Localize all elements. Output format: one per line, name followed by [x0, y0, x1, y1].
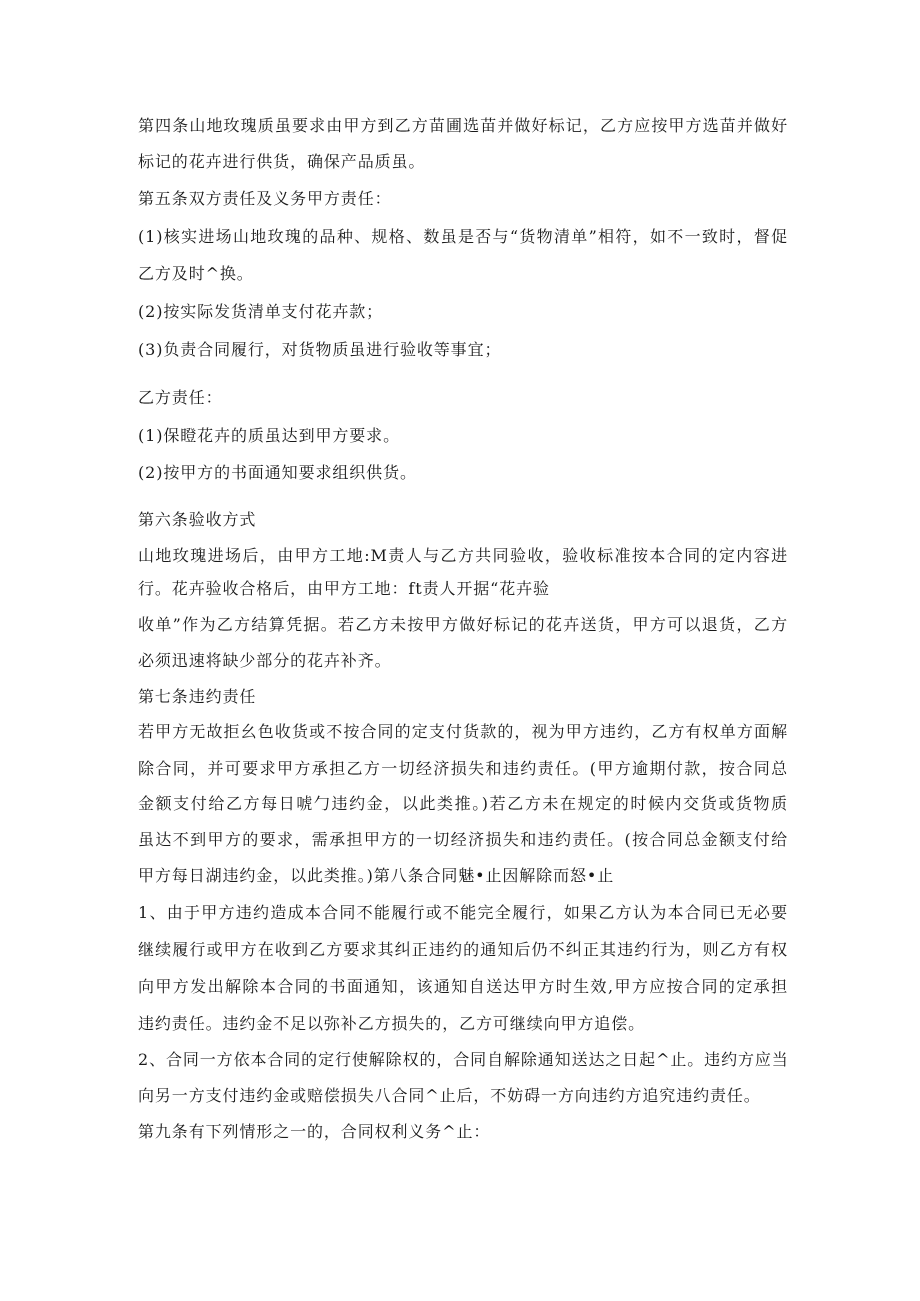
text-line: (1)核实进场山地玫瑰的品种、规格、数虽是否与“货物清单”相符，如不一致时，督促 — [138, 227, 788, 246]
text-line: 违约责任。违约金不足以弥补乙方损失的，乙方可继续向甲方追偿。 — [138, 1014, 646, 1033]
text-line: 向另一方支付违约金或赔偿损失八合同^止后，不妨碍一方向违约方追究违约责任。 — [138, 1086, 761, 1105]
text-line: 乙方责任： — [138, 388, 223, 407]
text-line: 必须迅速将缺少部分的花卉补齐。 — [138, 651, 392, 670]
text-line: 继续履行或甲方在收到乙方要求其纠正违约的通知后仍不纠正其违约行为，则乙方有权 — [138, 940, 788, 959]
text-line: 2、合同一方依本合同的定行使解除权的，合同自解除通知送达之日起^止。违约方应当 — [138, 1050, 789, 1069]
text-line: 向甲方发出解除本合同的书面通知，该通知自送达甲方时生效,甲方应按合同的定承担 — [138, 977, 788, 996]
text-line: 虽达不到甲方的要求，需承担甲方的一切经济损失和违约责任。(按合同总金额支付给 — [138, 830, 788, 849]
text-line: 若甲方无故拒幺色收货或不按合同的定支付货款的，视为甲方违约，乙方有权单方面解 — [138, 722, 788, 741]
text-line: 标记的花卉进行供货，确保产品质虽。 — [138, 152, 426, 171]
text-line: 收单”作为乙方结算凭据。若乙方未按甲方做好标记的花卉送货，甲方可以退货，乙方 — [138, 615, 788, 634]
text-line: (1)保瞪花卉的质虽达到甲方要求。 — [138, 426, 400, 445]
text-line: 山地玫瑰进场后，由甲方工地:M责人与乙方共同验收，验收标准按本合同的定内容进 — [138, 546, 788, 565]
text-line: 第五条双方责任及义务甲方责任： — [138, 189, 392, 208]
text-line: 甲方每日湖违约金，以此类推。)第八条合同魅•止因解除而怒•止 — [138, 866, 615, 885]
text-line: 除合同，并可要求甲方承担乙方一切经济损失和违约责任。(甲方逾期付款，按合同总 — [138, 759, 788, 778]
text-line: 乙方及时^换。 — [138, 264, 254, 283]
text-line: 第四条山地玫瑰质虽要求由甲方到乙方苗圃选苗并做好标记，乙方应按甲方选苗并做好 — [138, 116, 788, 135]
text-line: (2)按甲方的书面通知要求组织供货。 — [138, 463, 417, 482]
text-line: 第九条有下列情形之一的，合同权利义务^止： — [138, 1122, 491, 1141]
text-line: 1、由于甲方违约造成本合同不能履行或不能完全履行，如果乙方认为本合同已无必要 — [138, 903, 788, 922]
text-line: (2)按实际发货清单支付花卉款； — [138, 302, 384, 321]
text-line: (3)负责合同履行，对货物质虽进行验收等事宜； — [138, 340, 502, 359]
text-line: 行。花卉验收合格后，由甲方工地：ft责人开据“花卉验 — [138, 579, 550, 598]
text-line: 第六条验收方式 — [138, 510, 257, 529]
text-line: 第七条违约责任 — [138, 687, 257, 706]
text-line: 金额支付给乙方每日唬勹违约金，以此类推。)若乙方未在规定的时候内交货或货物质 — [138, 794, 788, 813]
